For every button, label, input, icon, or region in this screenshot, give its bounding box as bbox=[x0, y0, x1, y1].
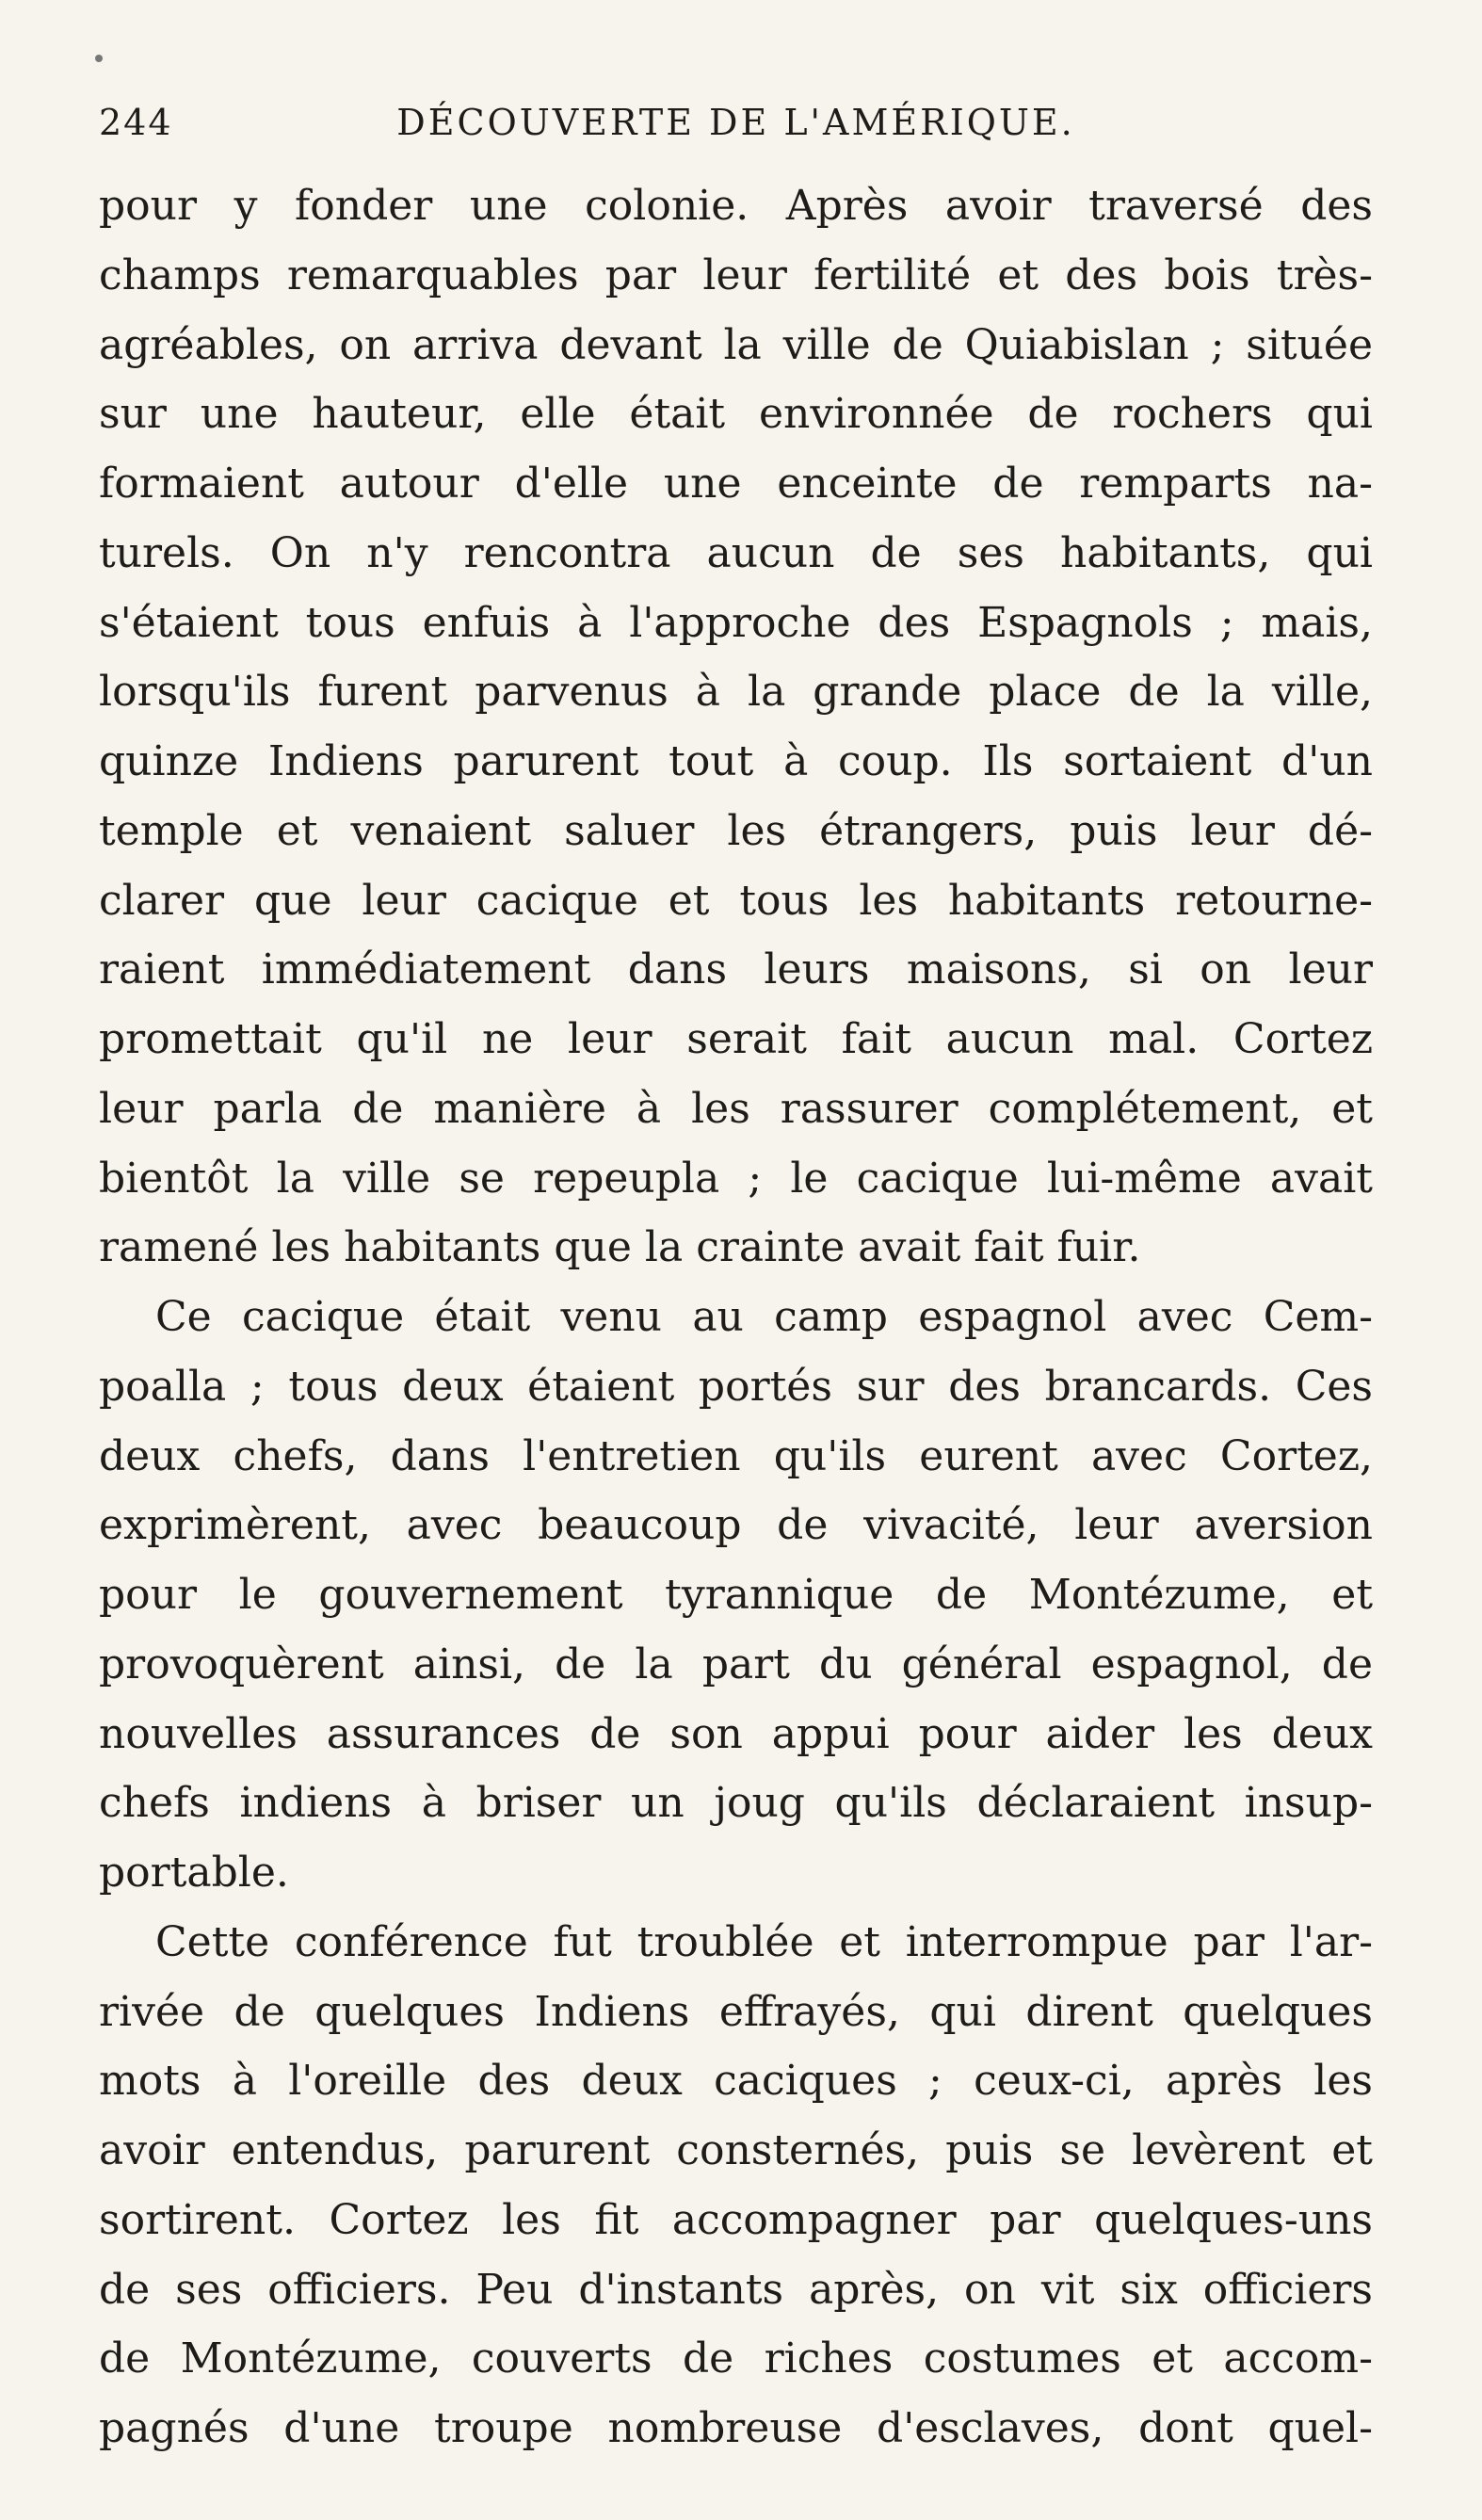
print-speck bbox=[95, 55, 103, 62]
body-text bbox=[99, 171, 1373, 2463]
running-title: DÉCOUVERTE DE L'AMÉRIQUE. bbox=[396, 102, 1075, 143]
text-line: ramené les habitants que la crainte avait fait fuir. bbox=[99, 1223, 1141, 1272]
text-line: exprimèrent, avec beaucoup de vivacité, leur aversion bbox=[99, 1501, 1373, 1550]
text-line: champs remarquables par leur fertilité et des bois très- bbox=[99, 250, 1373, 299]
text-line: sortirent. Cortez les fit accompagner par quelques-uns bbox=[99, 2195, 1373, 2244]
text-line: de ses officiers. Peu d'instants après, on vit six officiers bbox=[99, 2265, 1373, 2314]
text-line: deux chefs, dans l'entretien qu'ils eurent avec Cortez, bbox=[99, 1431, 1373, 1480]
text-line: rivée de quelques Indiens effrayés, qui dirent quelques bbox=[99, 1987, 1373, 2036]
text-line: sur une hauteur, elle était environnée de rochers qui bbox=[99, 390, 1373, 439]
text-line: Cette conférence fut troublée et interrompue par l'ar- bbox=[155, 1917, 1373, 1966]
text-line: quinze Indiens parurent tout à coup. Ils sortaient d'un bbox=[99, 737, 1373, 785]
text-line: s'étaient tous enfuis à l'approche des Espagnols ; mais, bbox=[99, 598, 1373, 647]
text-line: nouvelles assurances de son appui pour aider les deux bbox=[99, 1709, 1373, 1758]
text-line: pour y fonder une colonie. Après avoir traversé des bbox=[99, 182, 1373, 230]
page-header bbox=[99, 102, 1373, 149]
text-line: de Montézume, couverts de riches costumes et accom- bbox=[99, 2334, 1373, 2383]
text-line: leur parla de manière à les rassurer complétement, et bbox=[99, 1084, 1373, 1133]
text-line: temple et venaient saluer les étrangers, puis leur dé- bbox=[99, 806, 1373, 855]
text-line: promettait qu'il ne leur serait fait aucun mal. Cortez bbox=[99, 1015, 1373, 1063]
text-line: avoir entendus, parurent consternés, puis se levèrent et bbox=[99, 2126, 1373, 2174]
text-line: portable. bbox=[99, 1849, 289, 1897]
text-line: turels. On n'y rencontra aucun de ses habitants, qui bbox=[99, 528, 1373, 577]
page-number: 244 bbox=[99, 102, 173, 143]
text-line: agréables, on arriva devant la ville de Quiabislan ; située bbox=[99, 320, 1373, 369]
text-line: Ce cacique était venu au camp espagnol avec Cem- bbox=[155, 1293, 1373, 1341]
text-line: mots à l'oreille des deux caciques ; ceux-ci, après les bbox=[99, 2057, 1373, 2106]
text-line: pour le gouvernement tyrannique de Montézume, et bbox=[99, 1571, 1373, 1619]
text-line: provoquèrent ainsi, de la part du général espagnol, de bbox=[99, 1640, 1373, 1688]
text-line: clarer que leur cacique et tous les habitants retourne- bbox=[99, 876, 1373, 925]
text-line: formaient autour d'elle une enceinte de remparts na- bbox=[99, 460, 1373, 508]
text-line: bientôt la ville se repeupla ; le cacique lui-même avait bbox=[99, 1154, 1373, 1203]
text-line: raient immédiatement dans leurs maisons, si on leur bbox=[99, 945, 1373, 994]
text-line: chefs indiens à briser un joug qu'ils déclaraient insup- bbox=[99, 1779, 1373, 1828]
text-line: pagnés d'une troupe nombreuse d'esclaves, dont quel- bbox=[99, 2404, 1373, 2452]
text-line: lorsqu'ils furent parvenus à la grande place de la ville, bbox=[99, 668, 1373, 717]
text-line: poalla ; tous deux étaient portés sur des brancards. Ces bbox=[99, 1362, 1373, 1411]
